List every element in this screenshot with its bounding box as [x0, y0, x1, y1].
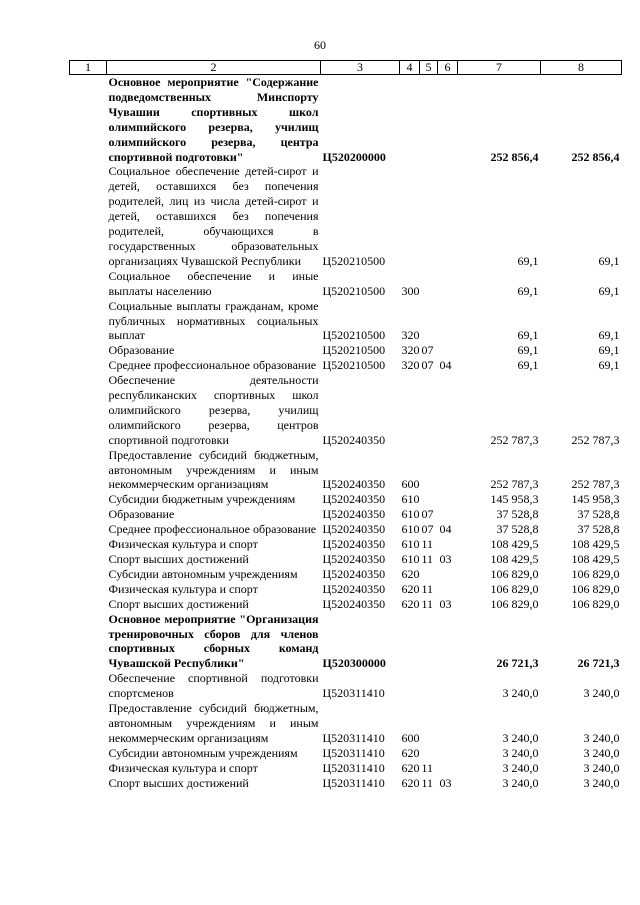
- row-code: Ц520311410: [322, 775, 385, 790]
- row-code: Ц520240350: [322, 477, 386, 492]
- row-subsection: [438, 75, 458, 165]
- row-subsection: [438, 492, 458, 507]
- row-code: Ц520311410: [322, 760, 385, 775]
- row-amount-1: 108 429,5: [490, 552, 539, 566]
- row-subsection: [438, 537, 458, 552]
- row-amount-2: 69,1: [598, 283, 620, 298]
- row-name: Образование: [108, 507, 175, 522]
- row-name: Социальные выплаты гражданам, кроме публичных нормативных социальных выплат: [108, 298, 319, 343]
- row-amount-1: 69,1: [517, 328, 539, 343]
- row-expense-type: 620: [401, 745, 420, 760]
- row-spacer: [70, 358, 107, 373]
- row-section: 07: [421, 507, 434, 522]
- row-amount-2: 3 240,0: [583, 760, 620, 775]
- column-header: 6: [438, 61, 458, 75]
- table-row: [70, 75, 622, 165]
- row-amount-1: 145 958,3: [490, 492, 539, 507]
- row-spacer: [70, 492, 107, 507]
- table-row: [70, 701, 622, 746]
- row-amount-1: 3 240,0: [502, 760, 539, 775]
- column-header: 2: [107, 61, 321, 75]
- row-amount-1: 3 240,0: [502, 686, 539, 701]
- row-amount-2: 106 829,0: [571, 581, 620, 596]
- row-amount-1: 37 528,8: [496, 507, 539, 522]
- row-code: Ц520210500: [322, 328, 386, 343]
- row-subsection: 04: [439, 522, 452, 537]
- table-header-row: [70, 61, 622, 75]
- row-amount-1: 3 240,0: [502, 745, 539, 760]
- table-row: [70, 612, 622, 672]
- row-amount-1: 3 240,0: [502, 775, 539, 790]
- row-spacer: [70, 373, 107, 448]
- row-subsection: [438, 269, 458, 299]
- row-subsection: [438, 164, 458, 268]
- row-expense-type: 610: [401, 492, 420, 507]
- row-amount-1: 106 829,0: [490, 596, 539, 611]
- row-subsection: [438, 612, 458, 672]
- row-amount-1: 252 787,3: [490, 477, 539, 492]
- table-row: [70, 746, 622, 761]
- row-amount-2: 252 787,3: [571, 432, 620, 447]
- row-expense-type: 620: [401, 566, 420, 581]
- row-spacer: [70, 597, 107, 612]
- row-spacer: [70, 269, 107, 299]
- row-subsection: [438, 746, 458, 761]
- row-section: [420, 671, 438, 701]
- row-name: Физическая культура и спорт: [108, 537, 258, 552]
- row-code: Ц520311410: [322, 745, 385, 760]
- row-expense-type: [400, 671, 420, 701]
- row-amount-1: 69,1: [517, 253, 539, 268]
- row-spacer: [70, 761, 107, 776]
- row-name: Социальное обеспечение детей-сирот и детей, оставшихся без попечения родителей, лиц из числа детей-сирот и детей, оставшихся без попечения родителей, обучающихся в государственных образовательных организациях Чувашской Республики: [108, 164, 319, 268]
- row-amount-1: 26 721,3: [496, 656, 539, 671]
- row-code: Ц520210500: [322, 253, 386, 268]
- row-amount-1: 106 829,0: [490, 566, 539, 581]
- row-amount-2: 69,1: [598, 343, 620, 358]
- row-spacer: [70, 746, 107, 761]
- row-subsection: [438, 761, 458, 776]
- row-amount-2: 106 829,0: [571, 566, 620, 581]
- row-name: Образование: [108, 343, 175, 358]
- row-section: [420, 269, 438, 299]
- row-expense-type: 610: [401, 522, 420, 537]
- row-name: Субсидии автономным учреждениям: [108, 745, 298, 760]
- row-subsection: [438, 507, 458, 522]
- row-section: [420, 612, 438, 672]
- row-amount-2: 26 721,3: [577, 656, 620, 671]
- table-row: [70, 671, 622, 701]
- row-section: 07: [421, 358, 434, 373]
- row-subsection: 03: [439, 775, 452, 790]
- row-code: Ц520300000: [322, 656, 386, 671]
- row-amount-2: 37 528,8: [577, 522, 620, 537]
- table-row: [70, 373, 622, 448]
- table-row: [70, 492, 622, 507]
- row-name: Предоставление субсидий бюджетным, автономным учреждениям и иным некоммерческим организациям: [108, 701, 319, 745]
- row-subsection: [438, 671, 458, 701]
- row-name: Среднее профессиональное образование: [108, 358, 317, 373]
- row-code: Ц520200000: [322, 149, 386, 164]
- row-amount-2: 252 856,4: [571, 149, 620, 164]
- row-section: [420, 299, 438, 344]
- row-subsection: [438, 299, 458, 344]
- column-header: 5: [420, 61, 438, 75]
- table-row: [70, 448, 622, 493]
- row-spacer: [70, 299, 107, 344]
- table-row: [70, 776, 622, 791]
- row-section: 11: [421, 775, 434, 790]
- row-amount-2: 106 829,0: [571, 596, 620, 611]
- row-name: Физическая культура и спорт: [108, 581, 258, 596]
- table-row: [70, 299, 622, 344]
- row-subsection: [438, 343, 458, 358]
- row-subsection: [438, 448, 458, 493]
- row-spacer: [70, 671, 107, 701]
- row-name: Физическая культура и спорт: [108, 760, 258, 775]
- row-code: Ц520240350: [322, 522, 386, 537]
- row-spacer: [70, 567, 107, 582]
- row-expense-type: 620: [401, 760, 420, 775]
- budget-table: [69, 60, 622, 791]
- row-section: [420, 567, 438, 582]
- table-row: [70, 343, 622, 358]
- row-amount-2: 69,1: [598, 358, 620, 373]
- row-amount-2: 3 240,0: [583, 775, 620, 790]
- column-header: 8: [541, 61, 622, 75]
- row-code: Ц520240350: [322, 537, 386, 552]
- table-row: [70, 522, 622, 537]
- row-section: [420, 448, 438, 493]
- row-code: Ц520210500: [322, 283, 386, 298]
- row-expense-type: 610: [401, 537, 420, 552]
- column-header: 3: [321, 61, 400, 75]
- row-expense-type: 320: [401, 328, 420, 343]
- row-name: Спорт высших достижений: [108, 775, 249, 790]
- row-amount-1: 252 787,3: [490, 432, 539, 447]
- column-header: 7: [458, 61, 541, 75]
- table-row: [70, 761, 622, 776]
- row-spacer: [70, 507, 107, 522]
- row-section: 11: [421, 596, 434, 611]
- row-subsection: [438, 582, 458, 597]
- row-section: [420, 75, 438, 165]
- row-subsection: 03: [439, 596, 452, 611]
- row-spacer: [70, 582, 107, 597]
- row-name: Основное мероприятие "Организация тренировочных сборов для членов спортивных сборных команд Чувашской Республики": [108, 611, 319, 671]
- row-expense-type: 620: [401, 775, 420, 790]
- table-row: [70, 164, 622, 268]
- row-code: Ц520210500: [322, 343, 386, 358]
- row-spacer: [70, 343, 107, 358]
- row-spacer: [70, 776, 107, 791]
- page-number: 60: [314, 38, 326, 52]
- row-name: Среднее профессиональное образование: [108, 522, 317, 537]
- row-amount-1: 69,1: [517, 343, 539, 358]
- row-amount-2: 3 240,0: [583, 745, 620, 760]
- row-expense-type: 320: [401, 343, 420, 358]
- row-code: Ц520210500: [322, 358, 386, 373]
- row-section: [420, 701, 438, 746]
- row-expense-type: 600: [401, 477, 420, 492]
- row-subsection: [438, 373, 458, 448]
- table-row: [70, 567, 622, 582]
- table-row: [70, 537, 622, 552]
- row-expense-type: [400, 75, 420, 165]
- row-amount-2: 3 240,0: [583, 730, 620, 745]
- row-amount-1: 106 829,0: [490, 581, 539, 596]
- row-name: Предоставление субсидий бюджетным, автономным учреждениям и иным некоммерческим организациям: [108, 447, 319, 492]
- row-expense-type: [400, 164, 420, 268]
- row-code: Ц520240350: [322, 432, 386, 447]
- column-header: 4: [400, 61, 420, 75]
- row-name: Спорт высших достижений: [108, 552, 249, 566]
- row-name: Субсидии бюджетным учреждениям: [108, 492, 296, 507]
- row-section: [420, 164, 438, 268]
- row-expense-type: 600: [401, 730, 420, 745]
- row-code: Ц520240350: [322, 581, 386, 596]
- table-row: [70, 358, 622, 373]
- table-row: [70, 269, 622, 299]
- row-spacer: [70, 701, 107, 746]
- row-amount-2: 37 528,8: [577, 507, 620, 522]
- row-spacer: [70, 448, 107, 493]
- row-code: Ц520240350: [322, 566, 386, 581]
- row-code: Ц520311410: [322, 730, 385, 745]
- row-section: 07: [421, 343, 434, 358]
- row-expense-type: 620: [401, 581, 420, 596]
- row-subsection: 04: [439, 358, 452, 373]
- row-section: 11: [421, 760, 434, 775]
- row-expense-type: 320: [401, 358, 420, 373]
- row-name: Обеспечение спортивной подготовки спортсменов: [108, 671, 319, 701]
- row-amount-2: 108 429,5: [571, 552, 620, 566]
- row-name: Обеспечение деятельности республиканских спортивных школ олимпийского резерва, училищ олимпийского резерва, центров спортивной подготовки: [108, 373, 319, 447]
- row-spacer: [70, 522, 107, 537]
- row-amount-1: 69,1: [517, 358, 539, 373]
- row-expense-type: [400, 373, 420, 448]
- row-section: 11: [421, 537, 434, 552]
- row-amount-1: 108 429,5: [490, 537, 539, 552]
- row-expense-type: [400, 612, 420, 672]
- table-row: [70, 582, 622, 597]
- row-subsection: 03: [439, 552, 452, 566]
- row-subsection: [438, 701, 458, 746]
- row-amount-2: 69,1: [598, 253, 620, 268]
- row-section: [420, 746, 438, 761]
- row-code: Ц520240350: [322, 492, 386, 507]
- row-spacer: [70, 552, 107, 567]
- row-amount-2: 108 429,5: [571, 537, 620, 552]
- row-amount-2: 3 240,0: [583, 686, 620, 701]
- row-amount-1: 252 856,4: [490, 149, 539, 164]
- row-section: [420, 373, 438, 448]
- row-section: 11: [421, 552, 434, 566]
- table-row: [70, 507, 622, 522]
- row-amount-2: 69,1: [598, 328, 620, 343]
- row-expense-type: 620: [401, 596, 420, 611]
- table-row: [70, 597, 622, 612]
- row-expense-type: 610: [401, 507, 420, 522]
- row-spacer: [70, 164, 107, 268]
- row-spacer: [70, 75, 107, 165]
- row-spacer: [70, 612, 107, 672]
- row-amount-1: 3 240,0: [502, 730, 539, 745]
- row-amount-2: 252 787,3: [571, 477, 620, 492]
- row-section: [420, 492, 438, 507]
- row-name: Субсидии автономным учреждениям: [108, 566, 298, 581]
- row-amount-1: 37 528,8: [496, 522, 539, 537]
- column-header: 1: [70, 61, 107, 75]
- row-amount-2: 145 958,3: [571, 492, 620, 507]
- row-code: Ц520311410: [322, 686, 385, 701]
- row-expense-type: 300: [401, 283, 420, 298]
- table-row: [70, 552, 622, 567]
- row-name: Социальное обеспечение и иные выплаты населению: [108, 268, 319, 298]
- row-name: Основное мероприятие "Содержание подведомственных Минспорту Чувашии спортивных школ олимпийского резерва, училищ олимпийского резерва, центра спортивной подготовки": [108, 75, 319, 164]
- row-section: 07: [421, 522, 434, 537]
- row-code: Ц520240350: [322, 552, 386, 566]
- row-subsection: [438, 567, 458, 582]
- row-spacer: [70, 537, 107, 552]
- row-section: 11: [421, 581, 434, 596]
- row-expense-type: 610: [401, 552, 420, 566]
- row-code: Ц520240350: [322, 596, 386, 611]
- row-name: Спорт высших достижений: [108, 596, 249, 611]
- row-code: Ц520240350: [322, 507, 386, 522]
- row-amount-1: 69,1: [517, 283, 539, 298]
